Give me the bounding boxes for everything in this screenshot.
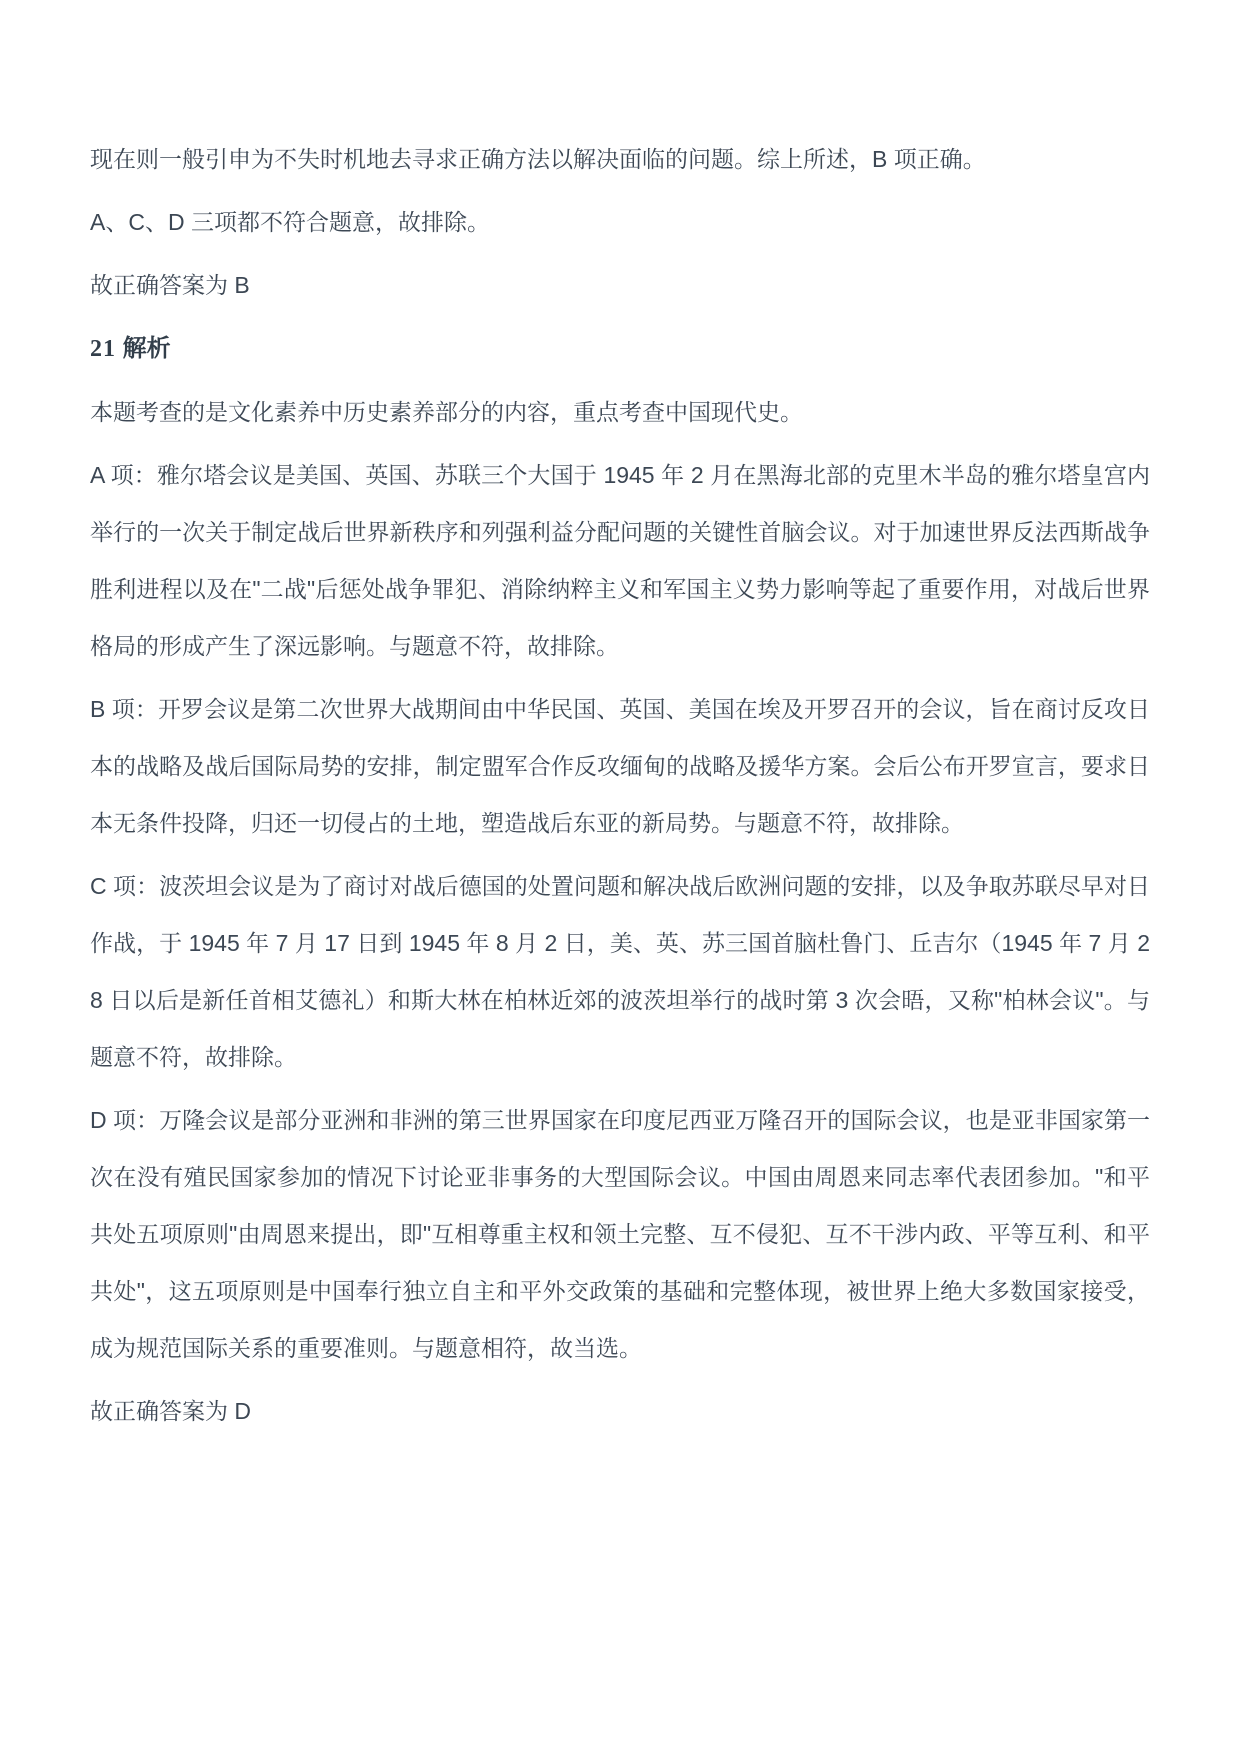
option-b-analysis: B 项：开罗会议是第二次世界大战期间由中华民国、英国、美国在埃及开罗召开的会议，旨在商讨反攻日本的战略及战后国际局势的安排，制定盟军合作反攻缅甸的战略及援华方案。会后公布开罗宣言，要求日本无条件投降，归还一切侵占的土地，塑造战后东亚的新局势。与题意不符，故排除。 [90, 696, 1150, 836]
question-number: 21 [90, 336, 116, 362]
answer-d-statement: 故正确答案为 D [90, 1398, 251, 1424]
option-c-analysis: C 项：波茨坦会议是为了商讨对战后德国的处置问题和解决战后欧洲问题的安排，以及争取苏联尽早对日作战，于 1945 年 7 月 17 日到 1945 年 8 月 2 日，美、英、苏三国首脑杜鲁门、丘吉尔（1945 年 7 月 28 日以后是新任首相艾德礼）和斯大林在柏林近郊的波茨坦举行的战时第 3 次会晤，又称"柏林会议"。与题意不符，故排除。 [90, 873, 1150, 1070]
heading-label: 解析 [122, 335, 171, 362]
exam-scope-paragraph: 本题考查的是文化素养中历史素养部分的内容，重点考查中国现代史。 [90, 399, 803, 425]
option-d-analysis: D 项：万隆会议是部分亚洲和非洲的第三世界国家在印度尼西亚万隆召开的国际会议，也是亚非国家第一次在没有殖民国家参加的情况下讨论亚非事务的大型国际会议。中国由周恩来同志率代表团参加。"和平共处五项原则"由周恩来提出，即"互相尊重主权和领土完整、互不侵犯、互不干涉内政、平等互利、和平共处"，这五项原则是中国奉行独立自主和平外交政策的基础和完整体现，被世界上绝大多数国家接受，成为规范国际关系的重要准则。与题意相符，故当选。 [90, 1107, 1150, 1361]
answer-b-statement: 故正确答案为 B [90, 272, 250, 298]
option-a-analysis: A 项：雅尔塔会议是美国、英国、苏联三个大国于 1945 年 2 月在黑海北部的克里木半岛的雅尔塔皇宫内举行的一次关于制定战后世界新秩序和列强利益分配问题的关键性首脑会议。对于加速世界反法西斯战争胜利进程以及在"二战"后惩处战争罪犯、消除纳粹主义和军国主义势力影响等起了重要作用，对战后世界格局的形成产生了深远影响。与题意不符，故排除。 [90, 462, 1150, 659]
document-body [90, 131, 1150, 1440]
excluded-options-paragraph: A、C、D 三项都不符合题意，故排除。 [90, 209, 490, 235]
question-21-heading [90, 320, 1150, 378]
analysis-conclusion-paragraph: 现在则一般引申为不失时机地去寻求正确方法以解决面临的问题。综上所述，B 项正确。 [90, 146, 986, 172]
